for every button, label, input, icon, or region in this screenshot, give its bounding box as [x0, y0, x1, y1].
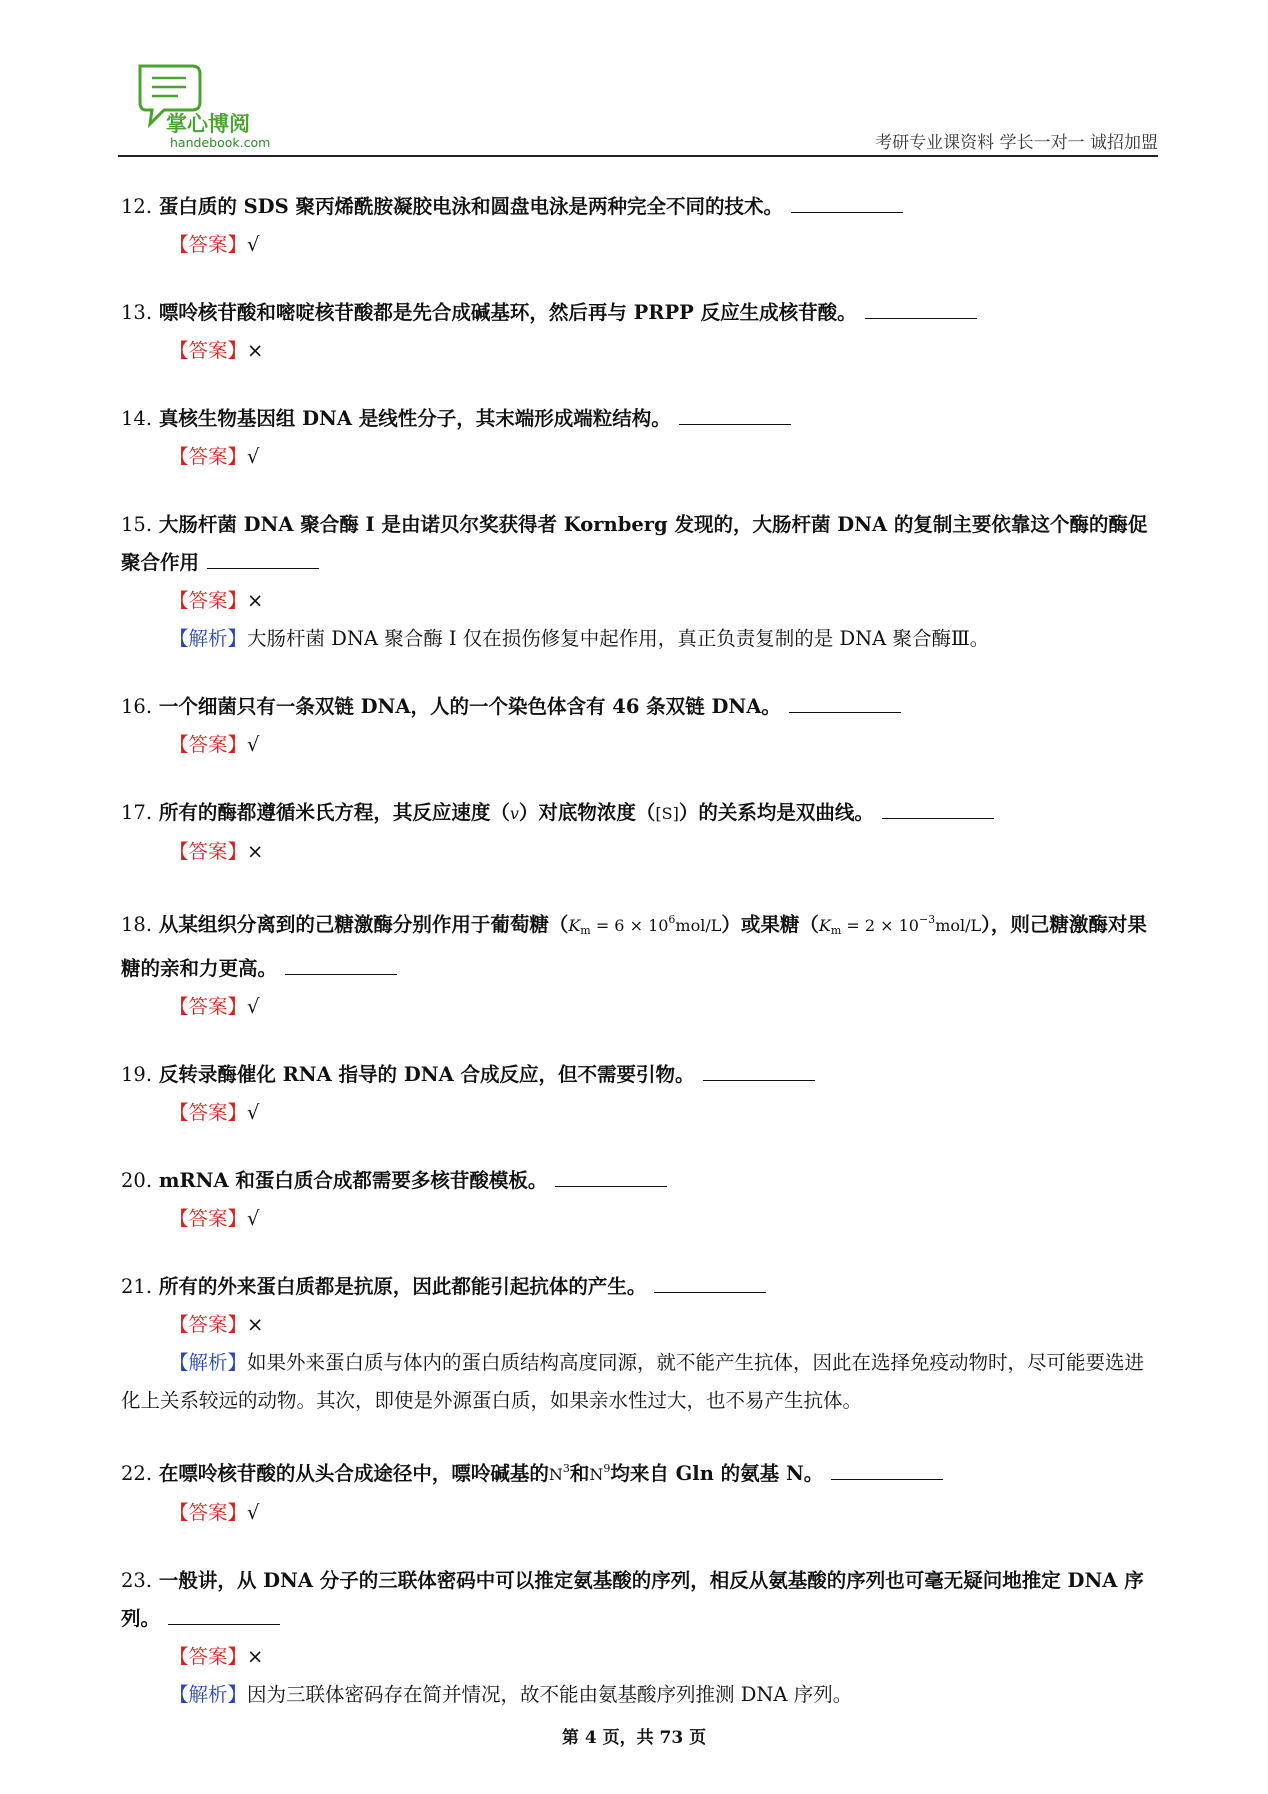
answer-value: √ — [247, 233, 260, 256]
explanation-label: 【解析】 — [169, 1683, 248, 1706]
explanation-label: 【解析】 — [169, 1351, 248, 1374]
page-header — [118, 58, 1158, 156]
question-list — [121, 188, 1157, 1744]
answer-line — [121, 438, 1157, 476]
question-text: 嘌呤核苷酸和嘧啶核苷酸都是先合成碱基环，然后再与 PRPP 反应生成核苷酸。 — [158, 301, 857, 324]
km-glucose: $K_m = 6 \times 10^6mol/L$ — [568, 913, 722, 937]
question-number: 12. — [121, 195, 153, 218]
km-fructose: $K_m = 2 \times 10^{-3}mol/L$ — [818, 913, 982, 937]
question-21 — [121, 1268, 1157, 1420]
question-text: 均来自 Gln 的氨基 N。 — [610, 1462, 824, 1485]
question-12 — [121, 188, 1157, 264]
question-17 — [121, 794, 1157, 871]
question-16 — [121, 688, 1157, 764]
question-number: 23. — [121, 1569, 153, 1592]
answer-blank — [789, 694, 901, 713]
answer-label: 【答案】 — [169, 1313, 248, 1336]
question-text: 大肠杆菌 DNA 聚合酶 I 是由诺贝尔奖获得者 Kornberg 发现的，大肠杆菌 DNA 的复制主要依靠这个酶的酶促聚合作用 — [121, 513, 1148, 574]
answer-value: √ — [247, 445, 260, 468]
question-text: ）的关系均是双曲线。 — [678, 801, 874, 824]
question-text: ）对底物浓度（ — [518, 801, 656, 824]
question-number: 16. — [121, 695, 153, 718]
question-text: 一般讲，从 DNA 分子的三联体密码中可以推定氨基酸的序列，相反从氨基酸的序列也可毫无疑问地推定 DNA 序列。 — [121, 1569, 1144, 1630]
explanation-line — [121, 1344, 1157, 1420]
n9-symbol: $N^9$ — [589, 1462, 611, 1484]
question-number: 20. — [121, 1169, 153, 1192]
question-20 — [121, 1162, 1157, 1238]
question-text: 在嘌呤核苷酸的从头合成途径中，嘌呤碱基的 — [158, 1462, 549, 1485]
question-text: 真核生物基因组 DNA 是线性分子，其末端形成端粒结构。 — [158, 407, 671, 430]
answer-value: × — [247, 339, 264, 362]
answer-label: 【答案】 — [169, 445, 248, 468]
answer-line — [121, 582, 1157, 620]
question-18 — [121, 901, 1157, 1026]
question-text: mRNA 和蛋白质合成都需要多核苷酸模板。 — [158, 1169, 548, 1192]
answer-value: × — [247, 1645, 264, 1668]
answer-blank — [285, 956, 397, 975]
header-tagline: 考研专业课资料 学长一对一 诚招加盟 — [875, 133, 1158, 153]
answer-label: 【答案】 — [169, 840, 248, 863]
question-text: 一个细菌只有一条双链 DNA，人的一个染色体含有 46 条双链 DNA。 — [158, 695, 781, 718]
question-number: 15. — [121, 513, 153, 536]
answer-label: 【答案】 — [169, 1501, 248, 1524]
answer-value: × — [247, 589, 264, 612]
answer-blank — [654, 1274, 766, 1293]
question-text: 所有的外来蛋白质都是抗原，因此都能引起抗体的产生。 — [158, 1275, 647, 1298]
question-number: 19. — [121, 1063, 153, 1086]
answer-blank — [555, 1168, 667, 1187]
answer-value: √ — [247, 1101, 260, 1124]
answer-line — [121, 332, 1157, 370]
explanation-label: 【解析】 — [169, 627, 248, 650]
answer-blank — [831, 1461, 943, 1480]
answer-value: × — [247, 840, 264, 863]
page-number: 第 4 页，共 73 页 — [561, 1728, 707, 1748]
answer-label: 【答案】 — [169, 1645, 248, 1668]
answer-line — [121, 833, 1157, 871]
answer-value: √ — [247, 733, 260, 756]
explanation-line — [121, 620, 1157, 658]
answer-line — [121, 1638, 1157, 1676]
question-number: 22. — [121, 1462, 153, 1485]
explanation-text: 因为三联体密码存在简并情况，故不能由氨基酸序列推测 DNA 序列。 — [247, 1683, 853, 1706]
question-text: 蛋白质的 SDS 聚丙烯酰胺凝胶电泳和圆盘电泳是两种完全不同的技术。 — [158, 195, 783, 218]
answer-line — [121, 226, 1157, 264]
answer-label: 【答案】 — [169, 589, 248, 612]
answer-blank — [168, 1606, 280, 1625]
answer-value: × — [247, 1313, 264, 1336]
question-text: 从某组织分离到的己糖激酶分别作用于葡萄糖（ — [158, 913, 569, 936]
n3-symbol: $N^3$ — [548, 1462, 570, 1484]
answer-line — [121, 1094, 1157, 1132]
answer-line — [121, 988, 1157, 1026]
question-15 — [121, 506, 1157, 658]
question-number: 17. — [121, 801, 153, 824]
question-number: 21. — [121, 1275, 153, 1298]
answer-label: 【答案】 — [169, 233, 248, 256]
answer-line — [121, 1494, 1157, 1532]
question-19 — [121, 1056, 1157, 1132]
question-22 — [121, 1450, 1157, 1532]
answer-blank — [679, 406, 791, 425]
velocity-symbol: v — [509, 804, 519, 823]
logo-name: 掌心博阅 — [166, 112, 250, 136]
answer-value: √ — [247, 1501, 260, 1524]
answer-value: √ — [247, 1207, 260, 1230]
answer-line — [121, 726, 1157, 764]
answer-blank — [791, 194, 903, 213]
answer-line — [121, 1306, 1157, 1344]
explanation-text: 如果外来蛋白质与体内的蛋白质结构高度同源，就不能产生抗体，因此在选择免疫动物时，尽可能要选进化上关系较远的动物。其次，即使是外源蛋白质，如果亲水性过大，也不易产生抗体。 — [121, 1351, 1145, 1412]
question-number: 18. — [121, 913, 153, 936]
explanation-text: 大肠杆菌 DNA 聚合酶 I 仅在损伤修复中起作用，真正负责复制的是 DNA 聚合酶Ⅲ。 — [247, 627, 990, 650]
question-text: 所有的酶都遵循米氏方程，其反应速度（ — [158, 801, 510, 824]
answer-label: 【答案】 — [169, 1207, 248, 1230]
question-text: ）或果糖（ — [721, 913, 819, 936]
answer-label: 【答案】 — [169, 1101, 248, 1124]
question-text: 和 — [569, 1462, 590, 1485]
answer-blank — [882, 800, 994, 819]
answer-label: 【答案】 — [169, 995, 248, 1018]
logo-domain: handebook.com — [170, 135, 271, 150]
header-divider — [118, 155, 1158, 157]
question-number: 13. — [121, 301, 153, 324]
question-text: 反转录酶催化 RNA 指导的 DNA 合成反应，但不需要引物。 — [158, 1063, 695, 1086]
answer-value: √ — [247, 995, 260, 1018]
answer-blank — [703, 1062, 815, 1081]
substrate-symbol: [S] — [655, 804, 679, 823]
explanation-line — [121, 1676, 1157, 1714]
question-23 — [121, 1562, 1157, 1714]
answer-blank — [207, 550, 319, 569]
question-text: ），则己糖激酶对果糖的亲和力更高。 — [121, 913, 1147, 980]
answer-label: 【答案】 — [169, 339, 248, 362]
question-13 — [121, 294, 1157, 370]
question-number: 14. — [121, 407, 153, 430]
question-14 — [121, 400, 1157, 476]
answer-blank — [865, 300, 977, 319]
answer-line — [121, 1200, 1157, 1238]
answer-label: 【答案】 — [169, 733, 248, 756]
